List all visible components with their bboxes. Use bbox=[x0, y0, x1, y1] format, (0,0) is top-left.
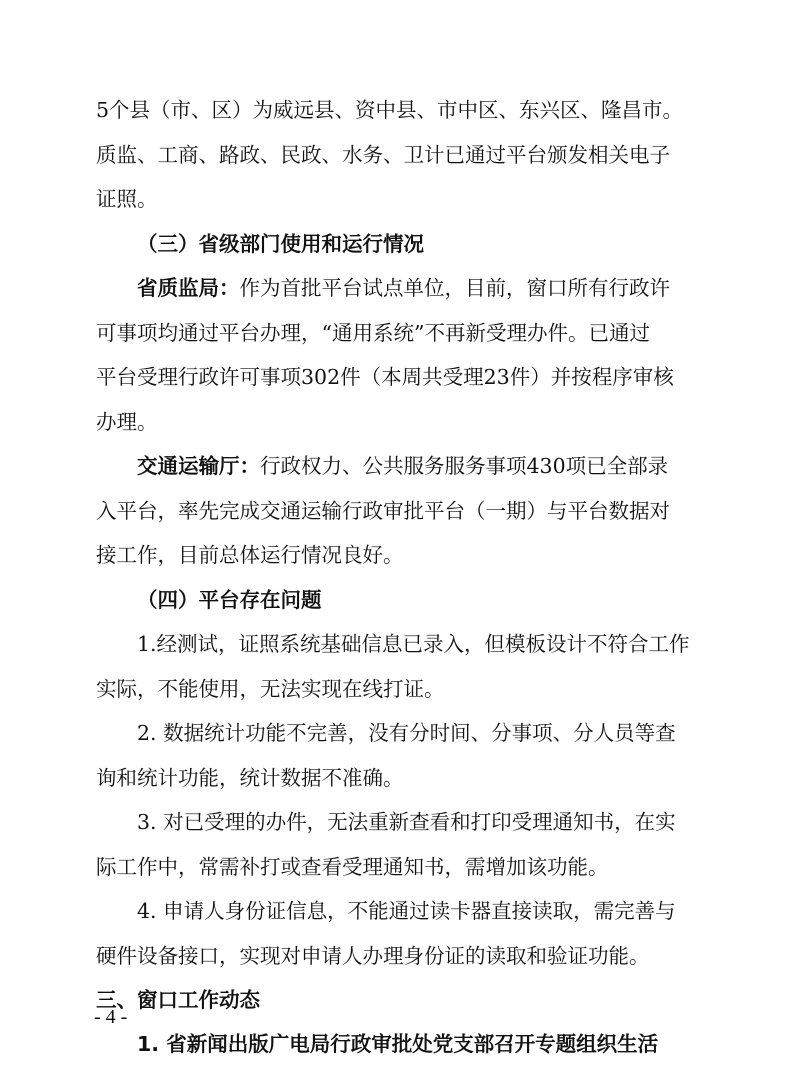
body-line: 证照。 bbox=[96, 187, 158, 211]
body-line: 硬件设备接口，实现对申请人办理身份证的读取和验证功能。 bbox=[96, 944, 650, 968]
body-line: 5个县（市、区）为威远县、资中县、市中区、东兴区、隆昌市。 bbox=[96, 98, 684, 122]
body-line: 接工作，目前总体运行情况良好。 bbox=[96, 543, 404, 567]
body-text: 行政权力、公共服务服务事项430项已全部录 bbox=[260, 454, 669, 478]
department-label: 交通运输厅： bbox=[137, 454, 260, 478]
body-line: 办理。 bbox=[96, 410, 158, 434]
body-line: 平台受理行政许可事项302件（本周共受理23件）并按程序审核 bbox=[96, 365, 674, 389]
body-line: 质监、工商、路政、民政、水务、卫计已通过平台颁发相关电子 bbox=[96, 143, 670, 167]
body-line: 际工作中，常需补打或查看受理通知书，需增加该功能。 bbox=[96, 855, 609, 879]
body-line: 询和统计功能，统计数据不准确。 bbox=[96, 766, 404, 790]
body-text: 作为首批平台试点单位，目前，窗口所有行政许 bbox=[239, 276, 670, 300]
section-heading: （四）平台存在问题 bbox=[137, 588, 322, 612]
body-line bbox=[137, 451, 697, 481]
body-line: 3. 对已受理的办件，无法重新查看和打印受理通知书，在实 bbox=[137, 810, 676, 834]
body-line bbox=[137, 273, 697, 303]
news-heading: 1. 省新闻出版广电局行政审批处党支部召开专题组织生活 bbox=[137, 1032, 659, 1056]
body-line: 入平台，率先完成交通运输行政审批平台（一期）与平台数据对 bbox=[96, 499, 670, 523]
section-heading: （三）省级部门使用和运行情况 bbox=[137, 232, 424, 256]
section-heading: 三、窗口工作动态 bbox=[96, 988, 260, 1012]
page-number: - 4 - bbox=[94, 1006, 128, 1028]
body-line: 1.经测试，证照系统基础信息已录入，但模板设计不符合工作 bbox=[137, 632, 690, 656]
department-label: 省质监局： bbox=[137, 276, 240, 300]
body-line: 实际，不能使用，无法实现在线打证。 bbox=[96, 677, 445, 701]
body-line: 4. 申请人身份证信息，不能通过读卡器直接读取，需完善与 bbox=[137, 899, 676, 923]
body-line: 2. 数据统计功能不完善，没有分时间、分事项、分人员等查 bbox=[137, 721, 676, 745]
body-line: 可事项均通过平台办理，“通用系统”不再新受理办件。已通过 bbox=[96, 321, 650, 345]
